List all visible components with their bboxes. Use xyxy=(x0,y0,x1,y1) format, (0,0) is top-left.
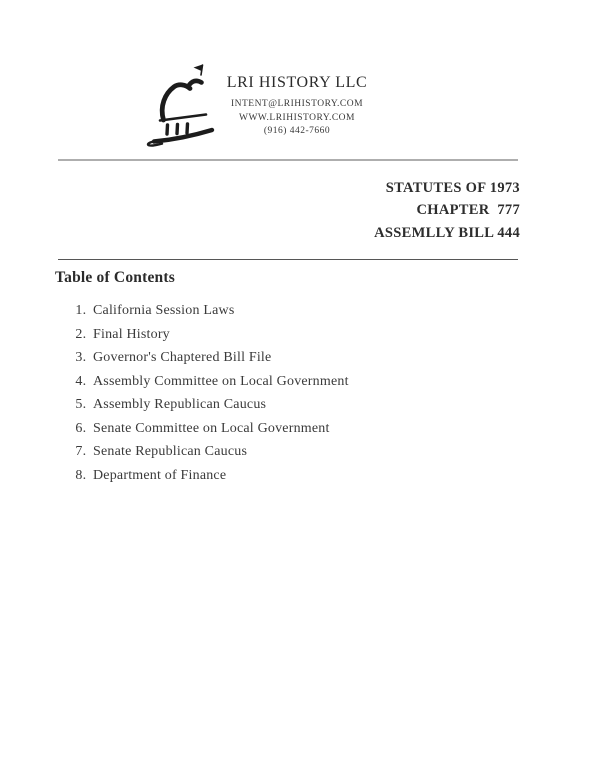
toc-item: 6. Senate Committee on Local Government xyxy=(90,422,475,437)
toc-list xyxy=(55,304,475,492)
header-divider xyxy=(58,159,518,161)
phone-number: (916) 442-7660 xyxy=(263,126,331,136)
letterhead xyxy=(187,74,407,139)
toc-item: 5. Assembly Republican Caucus xyxy=(90,398,475,413)
company-name: LRI HISTORY LLC xyxy=(226,74,368,91)
chapter-line: CHAPTER 777 xyxy=(416,202,520,219)
toc-item: 3. Governor's Chaptered Bill File xyxy=(90,351,475,366)
reference-divider xyxy=(58,259,518,260)
toc-item: 2. Final History xyxy=(90,328,475,343)
website-url: WWW.LRIHISTORY.COM xyxy=(239,112,355,123)
toc-item: 8. Department of Finance xyxy=(90,469,475,484)
assembly-bill-line: ASSEMLLY BILL 444 xyxy=(374,224,520,241)
toc-item: 4. Assembly Committee on Local Government xyxy=(90,375,475,390)
statutes-line: STATUTES OF 1973 xyxy=(385,180,520,196)
toc-item: 1. California Session Laws xyxy=(90,304,475,319)
toc-item: 7. Senate Republican Caucus xyxy=(90,445,475,460)
email-address: INTENT@LRIHISTORY.COM xyxy=(230,99,364,109)
toc-title: Table of Contents xyxy=(55,269,175,286)
bill-reference-block xyxy=(58,177,520,244)
